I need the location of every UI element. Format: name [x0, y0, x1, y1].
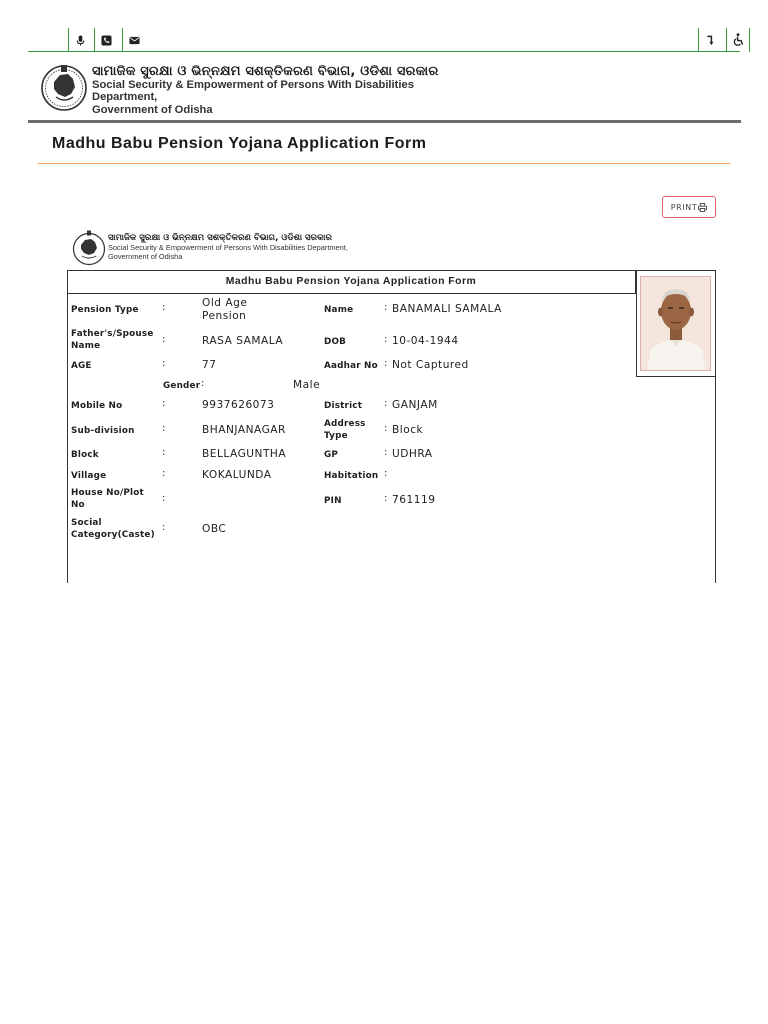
district-value: GANJAM [392, 399, 438, 411]
form-title-bar: Madhu Babu Pension Yojana Application Form [67, 270, 636, 294]
print-button-label: PRINT [670, 202, 698, 212]
address-type-label-line1: Address [324, 419, 366, 429]
printer-icon [698, 203, 707, 212]
microphone-button[interactable] [68, 28, 92, 52]
department-name-english-line2: Government of Odisha [92, 103, 213, 116]
form-letterhead-odia: ସାମାଜିକ ସୁରକ୍ଷା ଓ ଭିନ୍ନକ୍ଷମ ସଶକ୍ତିକରଣ ବିଭାଗ, ଓଡିଶା ସରକାର [108, 233, 332, 243]
subdivision-value: BHANJANAGAR [202, 424, 286, 436]
block-label: Block [71, 450, 99, 460]
header-divider [28, 120, 741, 123]
pension-type-value-line2: Pension [202, 310, 247, 322]
habitation-label: Habitation [324, 471, 379, 481]
accessibility-icon [731, 33, 745, 47]
father-spouse-label-line1: Father's/Spouse [71, 329, 154, 339]
title-divider [38, 163, 730, 164]
block-separator: : [162, 447, 166, 458]
department-name [92, 66, 460, 116]
age-value: 77 [202, 359, 217, 371]
phone-icon [101, 35, 112, 46]
pension-type-separator: : [162, 302, 166, 313]
aadhar-separator: : [384, 358, 388, 369]
father-spouse-separator: : [162, 334, 166, 345]
microphone-icon [75, 35, 86, 46]
house-no-label-line2: No [71, 500, 85, 510]
house-no-label-line1: House No/Plot [71, 488, 144, 498]
subdivision-separator: : [162, 423, 166, 434]
name-separator: : [384, 302, 388, 313]
envelope-icon [129, 35, 140, 46]
department-name-english-line1: Social Security & Empowerment of Persons With Disabilities Department, [92, 78, 414, 103]
gender-separator: : [201, 378, 205, 389]
social-category-label-line2: Category(Caste) [71, 530, 155, 540]
mobile-separator: : [162, 398, 166, 409]
odisha-emblem-logo-small [72, 229, 106, 267]
accessibility-button[interactable] [726, 28, 750, 52]
age-separator: : [162, 358, 166, 369]
dob-label: DOB [324, 337, 347, 347]
name-label: Name [324, 305, 354, 315]
applicant-photo [640, 276, 711, 371]
gp-separator: : [384, 447, 388, 458]
address-type-separator: : [384, 423, 388, 434]
address-type-label-line2: Type [324, 431, 348, 441]
odisha-emblem-logo [40, 61, 90, 113]
name-value: BANAMALI SAMALA [392, 303, 502, 315]
text-size-button[interactable] [698, 28, 722, 52]
mobile-value: 9937626073 [202, 399, 275, 411]
pin-value: 761119 [392, 494, 436, 506]
village-separator: : [162, 468, 166, 479]
print-button[interactable] [662, 196, 716, 218]
aadhar-value: Not Captured [392, 359, 469, 371]
form-letterhead-text [108, 234, 348, 261]
email-button[interactable] [122, 28, 146, 52]
social-category-separator: : [162, 522, 166, 533]
gp-value: UDHRA [392, 448, 433, 460]
gender-value: Male [293, 379, 321, 391]
village-label: Village [71, 471, 107, 481]
gender-label: Gender [163, 381, 201, 391]
text-size-icon [705, 35, 716, 46]
address-type-value: Block [392, 424, 424, 436]
pension-type-label: Pension Type [71, 305, 139, 315]
house-no-separator: : [162, 493, 166, 504]
department-header [40, 61, 460, 116]
form-letterhead-english-line2: Government of Odisha [108, 252, 183, 261]
age-label: AGE [71, 361, 92, 371]
form-letterhead-english-line1: Social Security & Empowerment of Persons With Disabilities Department, [108, 243, 348, 252]
form-letterhead [72, 229, 362, 269]
pension-type-value-line1: Old Age [202, 297, 248, 309]
father-spouse-value: RASA SAMALA [202, 335, 284, 347]
mobile-label: Mobile No [71, 401, 123, 411]
district-label: District [324, 401, 363, 411]
social-category-label-line1: Social [71, 518, 102, 528]
gp-label: GP [324, 450, 339, 460]
aadhar-label: Aadhar No [324, 361, 378, 371]
father-spouse-label-line2: Name [71, 341, 101, 351]
subdivision-label: Sub-division [71, 426, 135, 436]
pin-label: PIN [324, 496, 342, 506]
block-value: BELLAGUNTHA [202, 448, 287, 460]
district-separator: : [384, 398, 388, 409]
phone-button[interactable] [94, 28, 118, 52]
applicant-photo-box [636, 270, 716, 377]
dob-separator: : [384, 334, 388, 345]
dob-value: 10-04-1944 [392, 335, 459, 347]
village-value: KOKALUNDA [202, 469, 272, 481]
department-name-odia: ସାମାଜିକ ସୁରକ୍ଷା ଓ ଭିନ୍ନକ୍ଷମ ସଶକ୍ତିକରଣ ବିଭାଗ, ଓଡିଶା ସରକାର [92, 64, 439, 79]
form-border-left [67, 270, 68, 583]
top-utility-bar [28, 26, 740, 52]
page-title: Madhu Babu Pension Yojana Application Form [52, 135, 427, 152]
social-category-value: OBC [202, 523, 227, 535]
pin-separator: : [384, 493, 388, 504]
person-portrait-icon [641, 277, 711, 371]
habitation-separator: : [384, 468, 388, 479]
